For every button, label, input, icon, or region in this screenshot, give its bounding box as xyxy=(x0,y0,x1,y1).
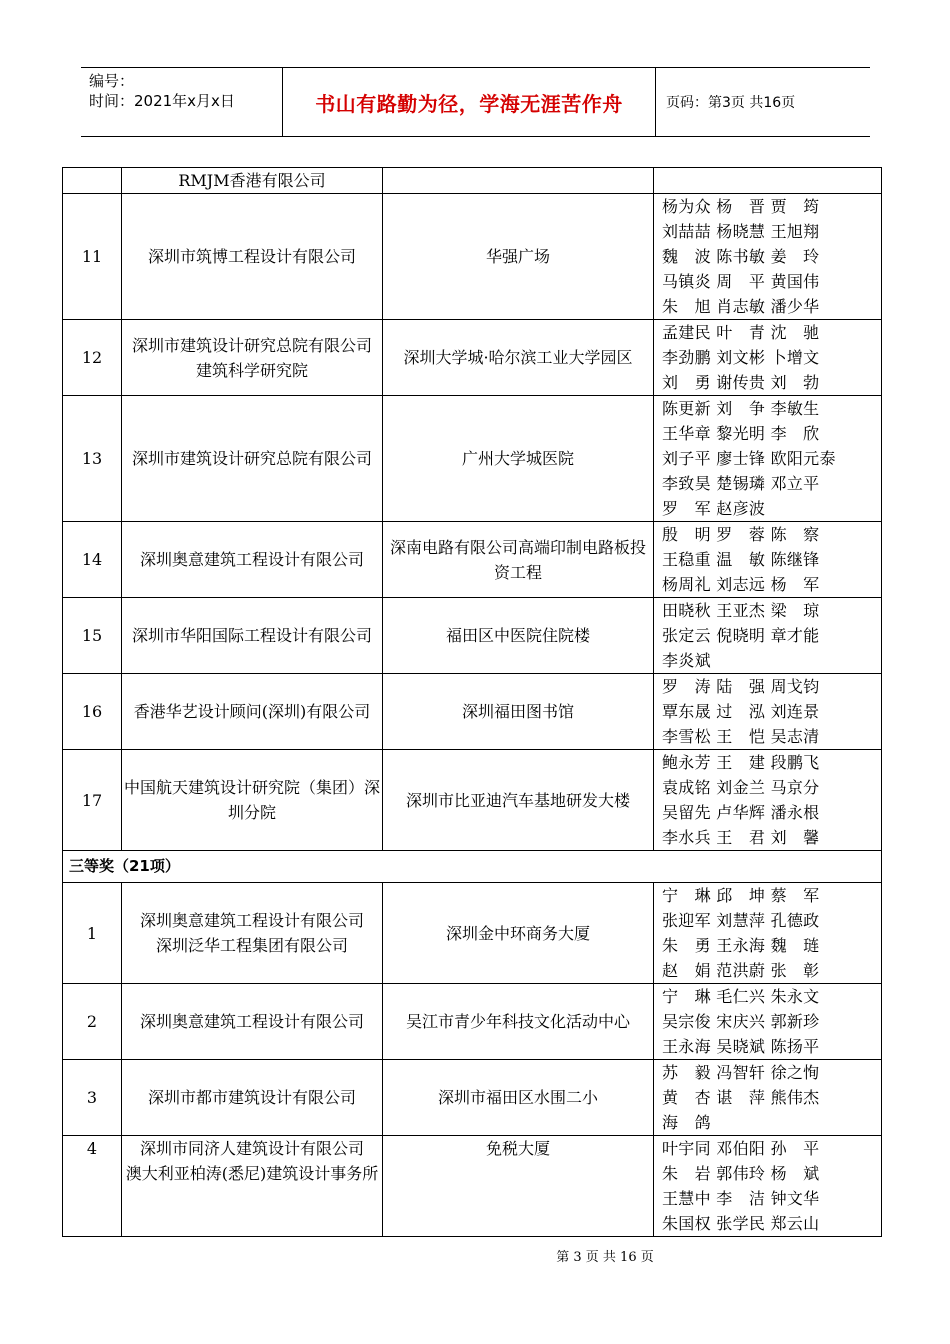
row-project: 深圳大学城·哈尔滨工业大学园区 xyxy=(383,320,654,396)
row-project: 深圳市比亚迪汽车基地研发大楼 xyxy=(383,750,654,851)
row-names: 宁 琳 毛仁兴 朱永文 吴宗俊 宋庆兴 郭新珍 王永海 吴晓斌 陈扬平 xyxy=(654,984,882,1060)
table-row xyxy=(63,1060,882,1136)
row-project: 免税大厦 xyxy=(383,1136,654,1237)
header-motto: 书山有路勤为径，学海无涯苦作舟 xyxy=(283,68,656,136)
table-row xyxy=(63,750,882,851)
row-project: 深圳市福田区水围二小 xyxy=(383,1060,654,1136)
row-number: 15 xyxy=(63,598,122,674)
row-number: 17 xyxy=(63,750,122,851)
header-page-info: 页码：第3页 共16页 xyxy=(666,95,796,111)
row-company: 深圳市建筑设计研究总院有限公司 xyxy=(122,396,383,522)
table-row xyxy=(63,194,882,320)
row-project: 深圳金中环商务大厦 xyxy=(383,883,654,984)
row-number: 3 xyxy=(63,1060,122,1136)
row-names: 陈更新 刘 争 李敏生 王华章 黎光明 李 欣 刘子平 廖士锋 欧阳元泰 李致昊 楚锡璘 邓立平 罗 军 赵彦波 xyxy=(654,396,882,522)
row-company: 中国航天建筑设计研究院（集团）深圳分院 xyxy=(122,750,383,851)
row-company: 深圳奥意建筑工程设计有限公司 深圳泛华工程集团有限公司 xyxy=(122,883,383,984)
row-number: 4 xyxy=(63,1136,122,1237)
row-number: 1 xyxy=(63,883,122,984)
row-names: 杨为众 杨 晋 贾 筠 刘喆喆 杨晓慧 王旭翔 魏 波 陈书敏 姜 玲 马镇炎 周 平 黄国伟 朱 旭 肖志敏 潘少华 xyxy=(654,194,882,320)
page-footer: 第 3 页 共 16 页 xyxy=(556,1250,654,1265)
row-names: 叶宇同 邓伯阳 孙 平 朱 岩 郭伟玲 杨 斌 王慧中 李 洁 钟文华 朱国权 张学民 郑云山 xyxy=(654,1136,882,1237)
row-names: 鲍永芳 王 建 段鹏飞 袁成铭 刘金兰 马京分 吴留先 卢华辉 潘永根 李水兵 王 君 刘 馨 xyxy=(654,750,882,851)
row-number: 11 xyxy=(63,194,122,320)
row-number: 14 xyxy=(63,522,122,598)
row-names: 宁 琳 邱 坤 蔡 军 张迎军 刘慧萍 孔德政 朱 勇 王永海 魏 琏 赵 娟 范洪蔚 张 彰 xyxy=(654,883,882,984)
document-time-label: 时间：2021年x月x日 xyxy=(89,92,235,110)
row-number: 12 xyxy=(63,320,122,396)
section-header-row xyxy=(63,851,882,883)
row-project: 吴江市青少年科技文化活动中心 xyxy=(383,984,654,1060)
row-names: 田晓秋 王亚杰 梁 琼 张定云 倪晓明 章才能 李炎斌 xyxy=(654,598,882,674)
row-project: 福田区中医院住院楼 xyxy=(383,598,654,674)
table-row xyxy=(63,320,882,396)
row-company: 深圳市同济人建筑设计有限公司 澳大利亚柏涛(悉尼)建筑设计事务所 xyxy=(122,1136,383,1237)
row-names: 罗 涛 陆 强 周戈钧 覃东晟 过 泓 刘连景 李雪松 王 恺 吴志清 xyxy=(654,674,882,750)
row-project xyxy=(383,168,654,194)
row-project: 华强广场 xyxy=(383,194,654,320)
row-names: 殷 明 罗 蓉 陈 察 王稳重 温 敏 陈继锋 杨周礼 刘志远 杨 军 xyxy=(654,522,882,598)
table-row xyxy=(63,598,882,674)
row-company: 深圳市华阳国际工程设计有限公司 xyxy=(122,598,383,674)
third-prize-heading: 三等奖（21项） xyxy=(63,851,882,883)
header-meta xyxy=(81,68,283,136)
table-row xyxy=(63,984,882,1060)
row-company: 深圳市建筑设计研究总院有限公司 建筑科学研究院 xyxy=(122,320,383,396)
row-project: 深南电路有限公司高端印制电路板投资工程 xyxy=(383,522,654,598)
table-row xyxy=(63,396,882,522)
page-header xyxy=(81,67,870,137)
row-number: 2 xyxy=(63,984,122,1060)
table-row xyxy=(63,168,882,194)
row-company: 深圳奥意建筑工程设计有限公司 xyxy=(122,522,383,598)
table-row xyxy=(63,883,882,984)
row-project: 广州大学城医院 xyxy=(383,396,654,522)
table-row xyxy=(63,1136,882,1237)
table-row xyxy=(63,522,882,598)
row-company: 深圳奥意建筑工程设计有限公司 xyxy=(122,984,383,1060)
row-names: 孟建民 叶 青 沈 驰 李劲鹏 刘文彬 卜增文 刘 勇 谢传贵 刘 勃 xyxy=(654,320,882,396)
row-company: 深圳市都市建筑设计有限公司 xyxy=(122,1060,383,1136)
row-company: RMJM香港有限公司 xyxy=(122,168,383,194)
row-project: 深圳福田图书馆 xyxy=(383,674,654,750)
row-number: 16 xyxy=(63,674,122,750)
row-names xyxy=(654,168,882,194)
row-names: 苏 毅 冯智轩 徐之恂 黄 杏 谌 萍 熊伟杰 海 鸽 xyxy=(654,1060,882,1136)
row-company: 香港华艺设计顾问(深圳)有限公司 xyxy=(122,674,383,750)
row-number: 13 xyxy=(63,396,122,522)
awards-table xyxy=(62,167,882,1237)
row-company: 深圳市筑博工程设计有限公司 xyxy=(122,194,383,320)
row-number xyxy=(63,168,122,194)
document-number-label: 编号： xyxy=(89,72,135,90)
table-row xyxy=(63,674,882,750)
